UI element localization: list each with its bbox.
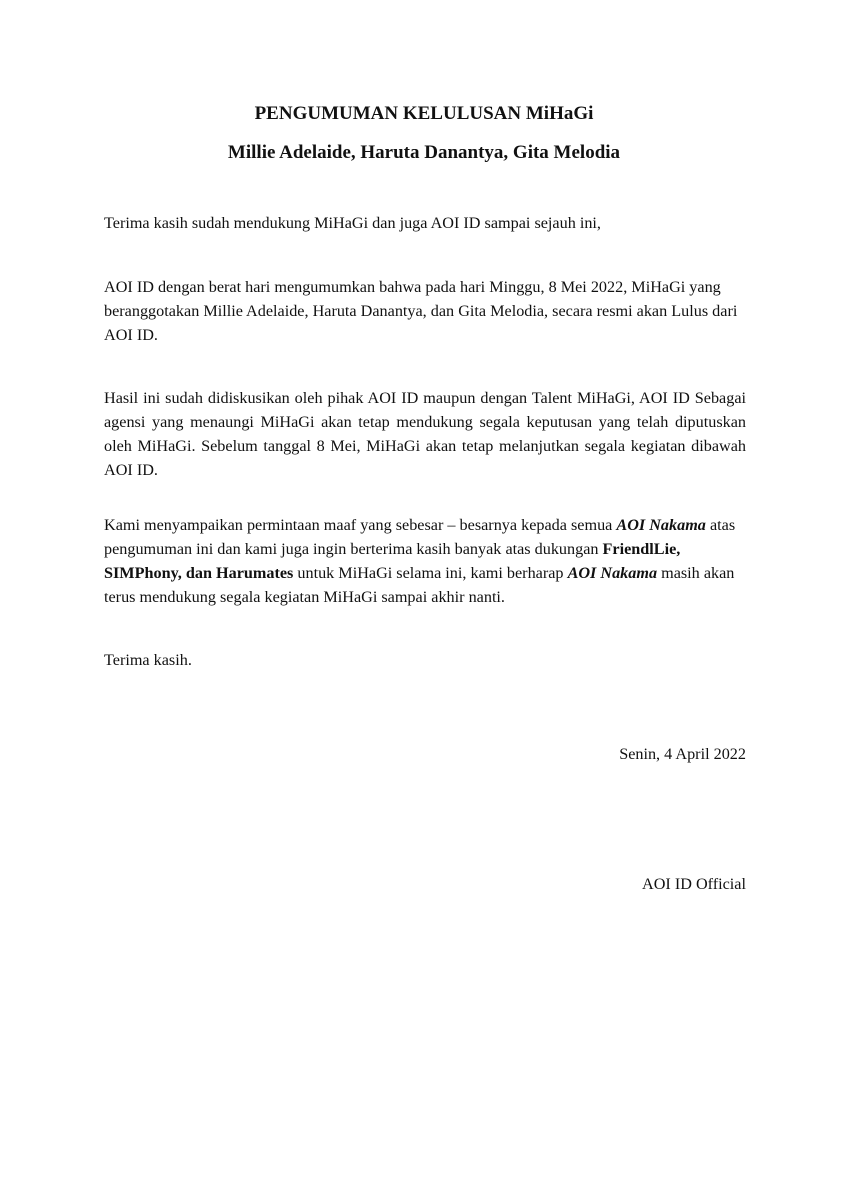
discussion-paragraph: Hasil ini sudah didiskusikan oleh pihak AOI ID maupun dengan Talent MiHaGi, AOI ID Sebagai agensi yang menaungi MiHaGi akan tetap mendukung segala keputusan yang telah diputuskan oleh MiHaGi. Sebelum tanggal 8 Mei, MiHaGi akan tetap melanjutkan segala kegiatan dibawah AOI ID. [104,389,746,479]
document-subtitle: Millie Adelaide, Haruta Danantya, Gita Melodia [227,142,621,163]
apology-text-2: atas pengumuman ini dan kami juga ingin berterima kasih banyak atas dukungan [104,516,736,558]
apology-text-3: untuk MiHaGi selama ini, kami berharap [293,564,568,582]
document-date: Senin, 4 April 2022 [619,745,746,763]
document-title: PENGUMUMAN KELULUSAN MiHaGi [254,103,594,124]
fan-groups: FriendlLie, SIMPhony, dan Harumates [104,540,681,582]
apology-paragraph [104,513,746,609]
apology-text-1: Kami menyampaikan permintaan maaf yang sebesar – besarnya kepada semua [104,516,617,534]
announcement-paragraph: AOI ID dengan berat hari mengumumkan bahwa pada hari Minggu, 8 Mei 2022, MiHaGi yang beranggotakan Millie Adelaide, Haruta Danantya, dan Gita Melodia, secara resmi akan Lulus dari AOI ID. [104,278,738,344]
greeting-paragraph: Terima kasih sudah mendukung MiHaGi dan juga AOI ID sampai sejauh ini, [104,214,601,232]
fandom-name: AOI Nakama [567,564,658,582]
closing-text: Terima kasih. [104,651,192,669]
signature: AOI ID Official [642,875,746,893]
fandom-name: AOI Nakama [616,516,706,534]
apology-text-4: masih akan terus mendukung segala kegiatan MiHaGi sampai akhir nanti. [104,564,735,606]
